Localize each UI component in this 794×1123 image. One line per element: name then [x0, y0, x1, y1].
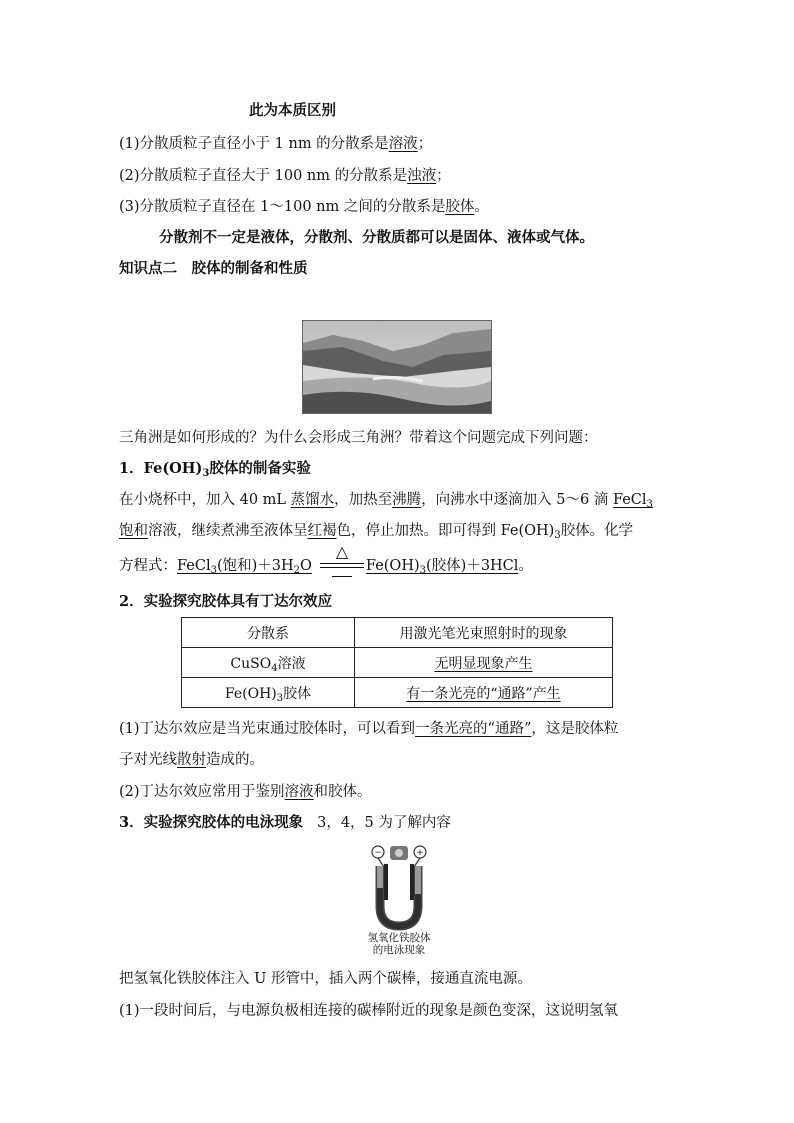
answer-underlined: 浊液 [407, 168, 437, 184]
electrophoresis-intro: 把氢氧化铁胶体注入 U 形管中，插入两个碳棒，接通直流电源。 [119, 971, 532, 987]
item-text: (2)分散质粒子直径大于 100 nm 的分散系是 [119, 168, 408, 184]
heading-3 [119, 813, 451, 833]
answer-underlined: 溶液 [284, 784, 314, 800]
prep-text: 胶体。化学 [560, 523, 634, 539]
formula: (饱和)＋3H [216, 558, 294, 574]
formula: O [300, 558, 312, 574]
dispersion-item-2 [119, 166, 451, 186]
landscape-image [303, 321, 491, 413]
table-row [182, 648, 613, 678]
table-header: 用激光笔光束照射时的现象 [355, 618, 613, 648]
river-delta-photo [302, 320, 492, 414]
tyndall-line-3 [119, 782, 372, 802]
equation-left [177, 558, 312, 574]
prep-text: 在小烧杯中，加入 40 mL [119, 492, 291, 508]
svg-text:+: + [416, 848, 424, 858]
heading-note: 3，4，5 为了解内容 [317, 815, 451, 831]
answer-underlined [613, 492, 653, 508]
heading-text: 1．Fe(OH) [119, 460, 203, 477]
formula: FeCl [612, 492, 647, 508]
subscript: 4 [271, 662, 278, 674]
table-cell [355, 678, 613, 708]
subscript: 2 [293, 565, 301, 576]
equals-line-bottom [332, 576, 352, 577]
formula: FeCl [177, 558, 211, 574]
answer-underlined: 散射 [177, 752, 206, 768]
item-punct: ； [417, 136, 433, 152]
tyndall-text: (1)丁达尔效应是当光束通过胶体时，可以看到 [119, 721, 416, 737]
prep-line-1 [119, 490, 653, 510]
answer-underlined: 无明显现象产生 [434, 655, 533, 672]
equals-line-mid [320, 567, 364, 568]
equation-label: 方程式： [119, 558, 177, 574]
table-row [182, 678, 613, 708]
answer-underlined: 溶液 [388, 136, 418, 152]
equals-line-top [320, 563, 364, 564]
electrophoresis-item-1: (1)一段时间后，与电源负极相连接的碳棒附近的现象是颜色变深，这说明氢氧 [119, 1003, 619, 1019]
item-punct: ； [436, 168, 451, 184]
subscript: 3 [210, 565, 217, 576]
section-title: 知识点二 胶体的制备和性质 [119, 260, 308, 277]
subscript: 3 [419, 565, 426, 576]
equation-punct: 。 [518, 558, 533, 574]
answer-underlined: 饱和 [119, 523, 148, 539]
tyndall-line-1 [119, 719, 618, 739]
table-header: 分散系 [182, 618, 355, 648]
tyndall-text: (2)丁达尔效应常用于鉴别 [119, 784, 285, 800]
answer-underlined: 沸腾 [392, 492, 422, 508]
table-cell [355, 648, 613, 678]
prep-line-2 [119, 521, 633, 541]
item-punct: 。 [474, 199, 489, 215]
dispersion-item-3 [119, 197, 489, 217]
item-text: (3)分散质粒子直径在 1～100 nm 之间的分散系是 [119, 199, 446, 215]
prep-text: 色，停止加热。即可得到 Fe(OH) [336, 523, 555, 539]
equation-right [366, 558, 519, 574]
svg-text:−: − [374, 848, 382, 858]
essence-note: 此为本质区别 [249, 102, 336, 119]
dispersion-item-1 [119, 134, 432, 154]
prep-text: 溶液，继续煮沸至液体呈 [148, 523, 308, 539]
tyndall-text: ，这是胶体粒 [531, 721, 619, 737]
table-cell [182, 648, 355, 678]
formula: CuSO [230, 655, 272, 672]
formula: Fe(OH) [365, 558, 420, 574]
answer-underlined: 蒸馏水 [290, 492, 335, 508]
subscript: 3 [554, 530, 561, 541]
delta-question: 三角洲是如何形成的？为什么会形成三角洲？带着这个问题完成下列问题： [119, 430, 598, 446]
heading-text: 3．实验探究胶体的电泳现象 [119, 814, 304, 831]
tyndall-text: 子对光线 [119, 752, 177, 768]
answer-underlined: 一条光亮的“通路” [415, 721, 532, 737]
tyndall-text: 造成的。 [206, 752, 264, 768]
cell-text: 溶液 [277, 655, 306, 672]
subscript: 3 [646, 499, 653, 510]
tyndall-table [181, 617, 613, 708]
reaction-arrow [318, 543, 366, 579]
figure-caption [363, 932, 435, 956]
caption-line: 的电泳现象 [372, 944, 426, 956]
formula: (胶体)＋3HCl [426, 558, 519, 574]
formula: Fe(OH) [224, 685, 277, 702]
electrophoresis-apparatus [366, 842, 432, 932]
heading-text: 胶体的制备实验 [209, 460, 311, 477]
tyndall-line-2 [119, 750, 264, 770]
caption-line: 氢氧化铁胶体 [367, 932, 431, 944]
subscript: 3 [276, 692, 284, 704]
heat-symbol: △ [335, 542, 349, 561]
answer-underlined: 胶体 [445, 199, 475, 215]
prep-text: ，向沸水中逐滴加入 5～6 滴 [421, 492, 613, 508]
heading-2: 2．实验探究胶体具有丁达尔效应 [119, 593, 333, 610]
table-header-row [182, 618, 613, 648]
prep-text: ，加热至 [334, 492, 393, 508]
item-text: (1)分散质粒子直径小于 1 nm 的分散系是 [119, 136, 389, 152]
dispersant-note: 分散剂不一定是液体，分散剂、分散质都可以是固体、液体或气体。 [159, 229, 594, 246]
tyndall-text: 和胶体。 [313, 784, 372, 800]
subscript: 3 [202, 468, 210, 479]
cell-text: 胶体 [283, 685, 312, 702]
answer-underlined: 有一条光亮的“通路”产生 [406, 685, 561, 702]
table-cell [182, 678, 355, 708]
answer-underlined: 红褐 [307, 523, 337, 539]
heading-1 [119, 459, 311, 479]
